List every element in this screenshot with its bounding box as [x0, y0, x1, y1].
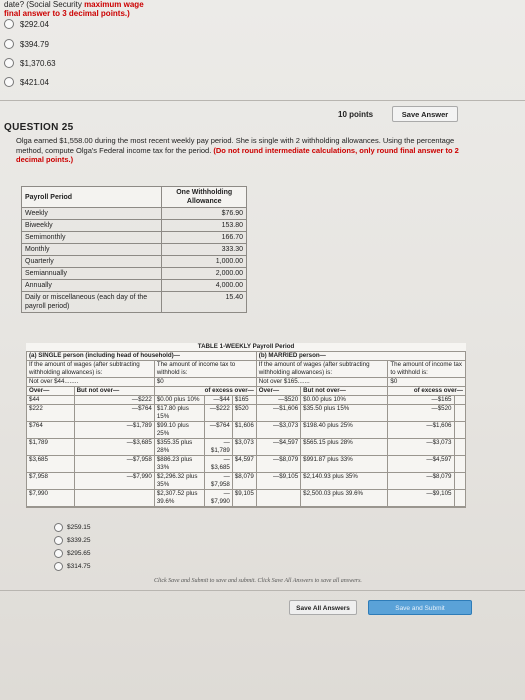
prev-option-2[interactable]: $394.79: [4, 39, 49, 49]
table-row: Annually 4,000.00: [22, 280, 247, 292]
table-row: $7,990 $2,307.52 plus 39.6% —$7,990 $9,105 $2,500.03 plus 39.6% —$9,105: [27, 490, 466, 507]
answer-option-2[interactable]: $339.25: [54, 536, 91, 545]
answer-option-1[interactable]: $259.15: [54, 523, 91, 532]
radio-icon[interactable]: [54, 549, 63, 558]
weekly-payroll-table: TABLE 1-WEEKLY Payroll Period (a) SINGLE person (including head of household)— (b) MARRIED person— If the amount of wages (after subtracting withholding allowances) is: The amount of income tax to withhold is: If the amount of wages (after subtracting withholding allowances) is: The amount of income tax to withhold is: Not over $44........ $0 Not over $165....... $0 Over— But not over— of excess over— Over— But not over— of excess over— $44 —$222 $0.00 plus 10% —$44 $165 —$520 $0.00 plus 10% —$165 $222 —$764 $17.80 plus 15% —$222 $520 —$1,606 $35.50 plus 15% —$520 $764 —$1,789 $99.10 plus 25% —$764 $1,606 —$3,073 $198.40 plus 25% —$1,606 $1,789 —$3,685 $355.35 plus 28% —$1,789 $3,073 —$4,597 $565.15 plus 28% —$3,073 $3,685 —$7,958 $886.23 plus 33% —$3,685 $4,597 —$8,079 $991.87 plus 33% —$4,597 $7,958 —$7,990 $2,296.32 plus 35% —$7,958 $8,079 —$9,105 $2,140.93 plus 35% —$8,079 $7,990 $2,307.52 plus 39.6% —$7,990 $9,105 $2,500.03 plus 39.6% —$9,105: [26, 343, 466, 508]
prev-option-4[interactable]: $421.04: [4, 77, 49, 87]
radio-icon[interactable]: [54, 523, 63, 532]
answer-option-3[interactable]: $295.65: [54, 549, 91, 558]
answer-option-4[interactable]: $314.75: [54, 562, 91, 571]
radio-icon[interactable]: [4, 77, 14, 87]
radio-icon[interactable]: [4, 19, 14, 29]
prev-option-3[interactable]: $1,370.63: [4, 58, 56, 68]
prev-text-1-red: maximum wage: [84, 0, 144, 9]
radio-icon[interactable]: [4, 58, 14, 68]
question-divider: [0, 100, 525, 101]
save-all-answers-button[interactable]: Save All Answers: [289, 600, 357, 615]
col-one-allowance: One Withholding Allowance: [162, 187, 247, 208]
table-caption: TABLE 1-WEEKLY Payroll Period: [197, 343, 295, 350]
question-prompt: Olga earned $1,558.00 during the most recent weekly pay period. She is single with 2 withholding allowances. Using the percentage method, compute Olga's Federal income tax for the period. (Do not round intermediate calculations, only round final answer to 2 decimal points.): [16, 136, 459, 164]
prev-text-2: final answer to 3 decimal points.): [4, 9, 130, 18]
prev-text-1: date? (Social Security: [4, 0, 82, 9]
table-row: Biweekly 153.80: [22, 220, 247, 232]
table-row: Quarterly 1,000.00: [22, 256, 247, 268]
table-row: $44 —$222 $0.00 plus 10% —$44 $165 —$520 $0.00 plus 10% —$165: [27, 396, 466, 405]
table-row: $1,789 —$3,685 $355.35 plus 28% —$1,789 $3,073 —$4,597 $565.15 plus 28% —$3,073: [27, 439, 466, 456]
table-row: Monthly 333.30: [22, 244, 247, 256]
withholding-allowance-table: [21, 186, 247, 313]
radio-icon[interactable]: [54, 536, 63, 545]
points-label: 10 points: [338, 110, 374, 119]
question-title: QUESTION 25: [4, 122, 74, 133]
save-answer-button[interactable]: Save Answer: [392, 106, 458, 122]
table-row: Daily or miscellaneous (each day of the payroll period) 15.40: [22, 292, 247, 313]
radio-icon[interactable]: [54, 562, 63, 571]
table-row: Semiannually 2,000.00: [22, 268, 247, 280]
table-row: Weekly $76.90: [22, 208, 247, 220]
table-row: $764 —$1,789 $99.10 plus 25% —$764 $1,606 —$3,073 $198.40 plus 25% —$1,606: [27, 422, 466, 439]
footer-divider: [0, 590, 525, 591]
prev-option-1[interactable]: $292.04: [4, 19, 49, 29]
footer-note: Click Save and Submit to save and submit. Click Save All Answers to save all answers.: [154, 578, 362, 584]
table-row: [27, 507, 466, 508]
table-row: Semimonthly 166.70: [22, 232, 247, 244]
previous-question-tail: [4, 0, 144, 18]
col-payroll-period: Payroll Period: [22, 187, 162, 208]
table-row: $3,685 —$7,958 $886.23 plus 33% —$3,685 $4,597 —$8,079 $991.87 plus 33% —$4,597: [27, 456, 466, 473]
table-row: $7,958 —$7,990 $2,296.32 plus 35% —$7,958 $8,079 —$9,105 $2,140.93 plus 35% —$8,079: [27, 473, 466, 490]
save-and-submit-button[interactable]: Save and Submit: [368, 600, 472, 615]
table-row: $222 —$764 $17.80 plus 15% —$222 $520 —$1,606 $35.50 plus 15% —$520: [27, 405, 466, 422]
radio-icon[interactable]: [4, 39, 14, 49]
